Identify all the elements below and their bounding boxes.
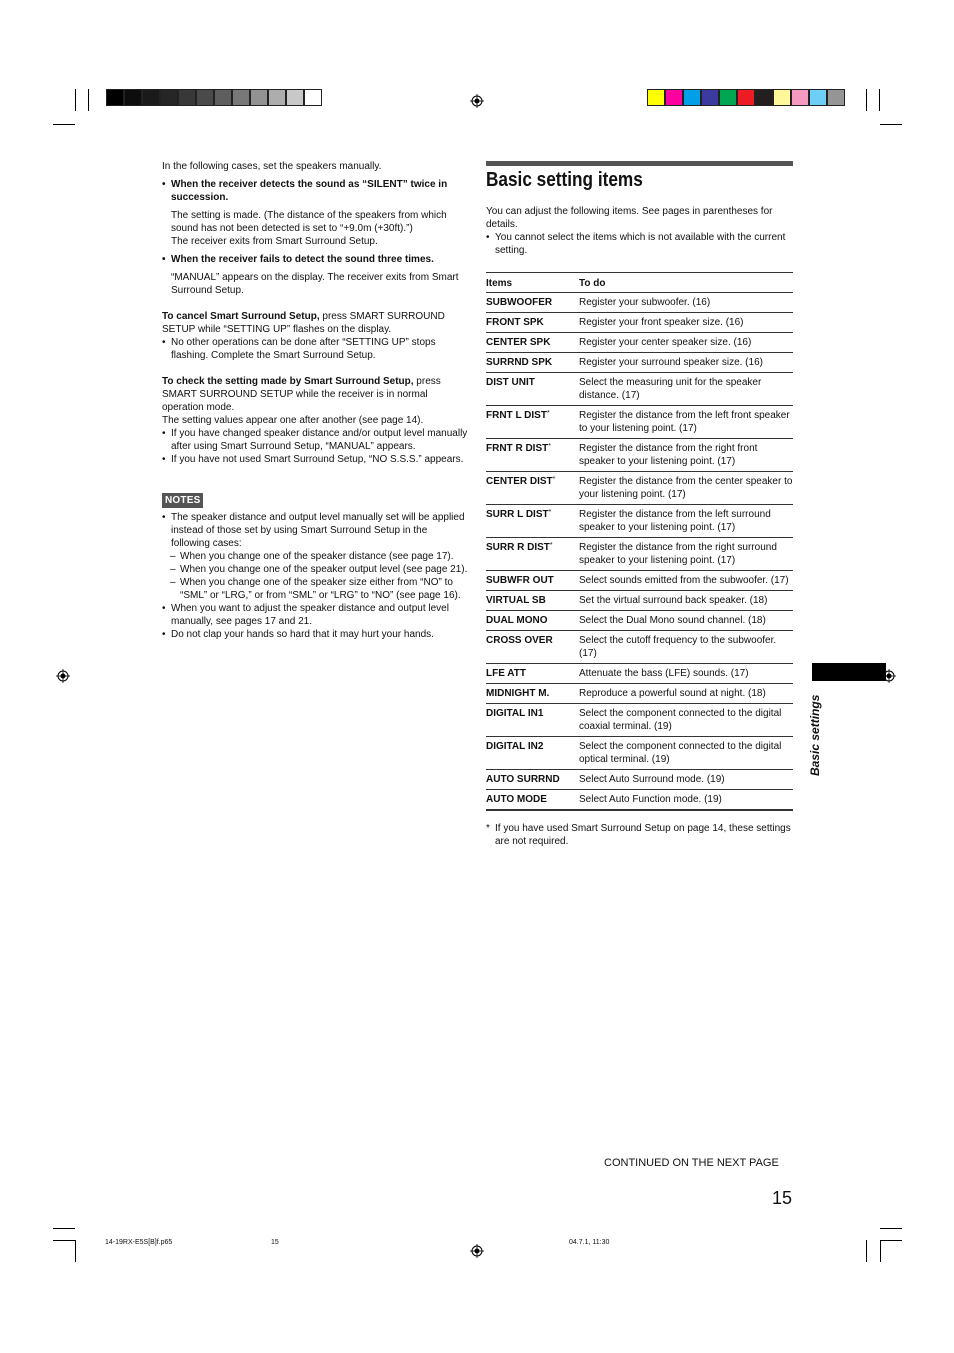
item-name [486,313,579,333]
section-side-label: Basic settings [808,694,822,776]
table-row [486,505,793,538]
footnote-star: * [549,542,553,549]
check-body: The setting values appear one after another (see page 14). [162,415,424,426]
footnote-star: * [548,509,552,516]
check-bullet-2: • If you have not used Smart Surround Setup, “NO S.S.S.” appears. [162,453,468,466]
item-name-text: CENTER SPK [486,337,551,348]
item-description: Select the cutoff frequency to the subwoofer. (17) [579,631,793,664]
note-3: • Do not clap your hands so hard that it may hurt your hands. [162,628,468,641]
item-description: Select Auto Surround mode. (19) [579,770,793,790]
check-paragraph [162,375,468,414]
item-name-text: FRONT SPK [486,317,544,328]
note-1: • The speaker distance and output level manually set will be applied instead of those set by using Smart Surround Setup in the following cases: [162,511,468,550]
table-row [486,373,793,406]
item-description: Select the Dual Mono sound channel. (18) [579,611,793,631]
item-name-text: SURRND SPK [486,357,553,368]
note-1-dash-3: – When you change one of the speaker size either from “NO” to “SML” or “LRG,” or from “SML” or “LRG” to “NO” (see page 16). [162,576,468,602]
table-footnote [486,822,793,848]
item-description: Register the distance from the right front speaker to your listening point. (17) [579,439,793,472]
cancel-paragraph [162,310,468,336]
color-swatch [142,89,160,106]
crop-mark [75,89,76,111]
items-intro-bullet: • You cannot select the items which is not available with the current setting. [486,231,793,257]
table-row [486,571,793,591]
footnote-star: * [548,443,551,450]
crop-mark [53,124,75,125]
cancel-lead: To cancel Smart Surround Setup, [162,311,320,322]
items-intro-text: You can adjust the following items. See pages in parentheses for details. [486,206,773,230]
item-name-text: DIST UNIT [486,377,535,388]
crop-mark [53,1228,75,1229]
color-swatch [809,89,827,106]
check-lead: To check the setting made by Smart Surround Setup, [162,376,414,387]
color-swatch [719,89,737,106]
check-bullet-1: • If you have changed speaker distance and/or output level manually after using Smart Surround Setup, “MANUAL” appears. [162,427,468,453]
table-row [486,333,793,353]
table-row [486,664,793,684]
grayscale-color-bar [106,89,322,106]
crop-mark [53,1240,75,1241]
crop-mark [880,1240,902,1241]
case1-title: • When the receiver detects the sound as “SILENT” twice in succession. [162,178,468,204]
color-swatch [683,89,701,106]
item-name-text: SUBWFR OUT [486,575,554,586]
item-name-text: DIGITAL IN1 [486,708,544,719]
continued-note: CONTINUED ON THE NEXT PAGE [604,1157,779,1169]
item-name-text: FRNT L DIST [486,410,547,421]
color-swatch [791,89,809,106]
item-description: Register your front speaker size. (16) [579,313,793,333]
case1-body-2: The receiver exits from Smart Surround Setup. [171,236,378,247]
color-swatch [755,89,773,106]
item-name [486,684,579,704]
color-swatch [773,89,791,106]
table-row [486,406,793,439]
page-number: 15 [772,1188,793,1208]
table-row [486,591,793,611]
table-row [486,684,793,704]
item-name [486,770,579,790]
item-description: Register the distance from the left front speaker to your listening point. (17) [579,406,793,439]
table-row [486,439,793,472]
registration-mark-icon [470,94,484,108]
item-name [486,631,579,664]
table-header-row [486,273,793,293]
item-description: Select Auto Function mode. (19) [579,790,793,811]
crop-mark [75,1240,76,1262]
item-name-text: AUTO MODE [486,794,547,805]
table-row [486,313,793,333]
item-name [486,333,579,353]
crop-mark [866,89,867,111]
item-description: Register the distance from the left surround speaker to your listening point. (17) [579,505,793,538]
item-name-text: CENTER DIST [486,476,553,487]
footnote-star: * [552,476,556,483]
item-description: Set the virtual surround back speaker. (18) [579,591,793,611]
cancel-bullet: • No other operations can be done after “SETTING UP” stops flashing. Complete the Smart Surround Setup. [162,336,468,362]
table-row [486,293,793,313]
crop-mark [880,1228,902,1229]
item-name [486,571,579,591]
footnote-marker: * [486,823,490,834]
item-name-text: SURR R DIST [486,542,550,553]
crop-mark [866,1240,867,1262]
case2-body: “MANUAL” appears on the display. The receiver exits from Smart Surround Setup. [171,272,459,296]
color-swatch [178,89,196,106]
item-name-text: DIGITAL IN2 [486,741,544,752]
intro-text: In the following cases, set the speakers manually. [162,161,382,172]
color-swatch [665,89,683,106]
color-swatch [106,89,124,106]
crop-mark [879,89,880,111]
case2-title: • When the receiver fails to detect the sound three times. [162,253,468,266]
item-description: Register your surround speaker size. (16) [579,353,793,373]
registration-mark-icon [470,1244,484,1258]
item-name [486,611,579,631]
item-name [486,664,579,684]
item-name-text: CROSS OVER [486,635,553,646]
crop-mark [88,89,89,111]
item-description: Register your subwoofer. (16) [579,293,793,313]
item-name [486,472,579,505]
footer-date: 04.7.1, 11:30 [569,1239,610,1246]
item-name [486,538,579,571]
notes-badge: NOTES [162,493,203,508]
item-name [486,406,579,439]
item-description: Attenuate the bass (LFE) sounds. (17) [579,664,793,684]
item-description: Select the component connected to the digital optical terminal. (19) [579,737,793,770]
crop-mark [880,1240,881,1262]
color-swatch [304,89,322,106]
item-description: Register the distance from the right surround speaker to your listening point. (17) [579,538,793,571]
item-name [486,591,579,611]
basic-setting-items-table [486,272,793,811]
item-name-text: AUTO SURRND [486,774,560,785]
item-description: Select the component connected to the digital coaxial terminal. (19) [579,704,793,737]
item-name [486,790,579,811]
color-swatch [647,89,665,106]
color-swatch [196,89,214,106]
item-name [486,439,579,472]
color-swatch [827,89,845,106]
cancel-text: press SMART SURROUND SETUP while “SETTING UP” flashes on the display. [162,311,445,335]
table-row [486,538,793,571]
note-1-dash-2: – When you change one of the speaker output level (see page 21). [162,563,468,576]
item-description: Register the distance from the center speaker to your listening point. (17) [579,472,793,505]
table-row [486,737,793,770]
item-name [486,505,579,538]
column-header-items: Items [486,273,579,293]
item-name-text: DUAL MONO [486,615,548,626]
item-name [486,353,579,373]
crop-mark [880,124,902,125]
case1-body: The setting is made. (The distance of the speakers from which sound has not been detected is set to “+9.0m (+30ft).”) [171,210,447,234]
check-text: press SMART SURROUND SETUP while the receiver is in normal operation mode. [162,376,441,413]
color-swatch [250,89,268,106]
item-name-text: SURR L DIST [486,509,549,520]
item-name [486,737,579,770]
table-row [486,472,793,505]
color-swatch [124,89,142,106]
item-name-text: VIRTUAL SB [486,595,546,606]
footer-filename: 14-19RX-E5S[B]f.p65 [105,1239,173,1246]
page-title: Basic setting items [486,169,643,191]
color-swatch [286,89,304,106]
footer-page: 15 [271,1239,279,1246]
items-intro [486,205,793,257]
item-name-text: LFE ATT [486,668,526,679]
item-name-text: SUBWOOFER [486,297,553,308]
table-row [486,353,793,373]
cmyk-color-bar [647,89,845,106]
item-description: Register your center speaker size. (16) [579,333,793,353]
item-name-text: MIDNIGHT M. [486,688,550,699]
note-2: • When you want to adjust the speaker distance and output level manually, see pages 17 and 21. [162,602,468,628]
item-name-text: FRNT R DIST [486,443,549,454]
manual-setup-section [162,160,468,641]
color-swatch [160,89,178,106]
registration-mark-icon [56,669,70,683]
table-row [486,790,793,811]
footnote-star: * [546,410,550,417]
color-swatch [214,89,232,106]
color-swatch [268,89,286,106]
table-row [486,770,793,790]
item-description: Reproduce a powerful sound at night. (18) [579,684,793,704]
item-description: Select the measuring unit for the speaker distance. (17) [579,373,793,406]
footnote-text: If you have used Smart Surround Setup on page 14, these settings are not required. [495,823,791,847]
table-row [486,704,793,737]
column-header-todo: To do [579,273,793,293]
item-name [486,293,579,313]
item-name [486,373,579,406]
item-name [486,704,579,737]
table-row [486,631,793,664]
table-row [486,611,793,631]
color-swatch [232,89,250,106]
color-swatch [701,89,719,106]
section-tab [812,663,886,681]
item-description: Select sounds emitted from the subwoofer. (17) [579,571,793,591]
note-1-dash-1: – When you change one of the speaker distance (see page 17). [162,550,468,563]
color-swatch [737,89,755,106]
